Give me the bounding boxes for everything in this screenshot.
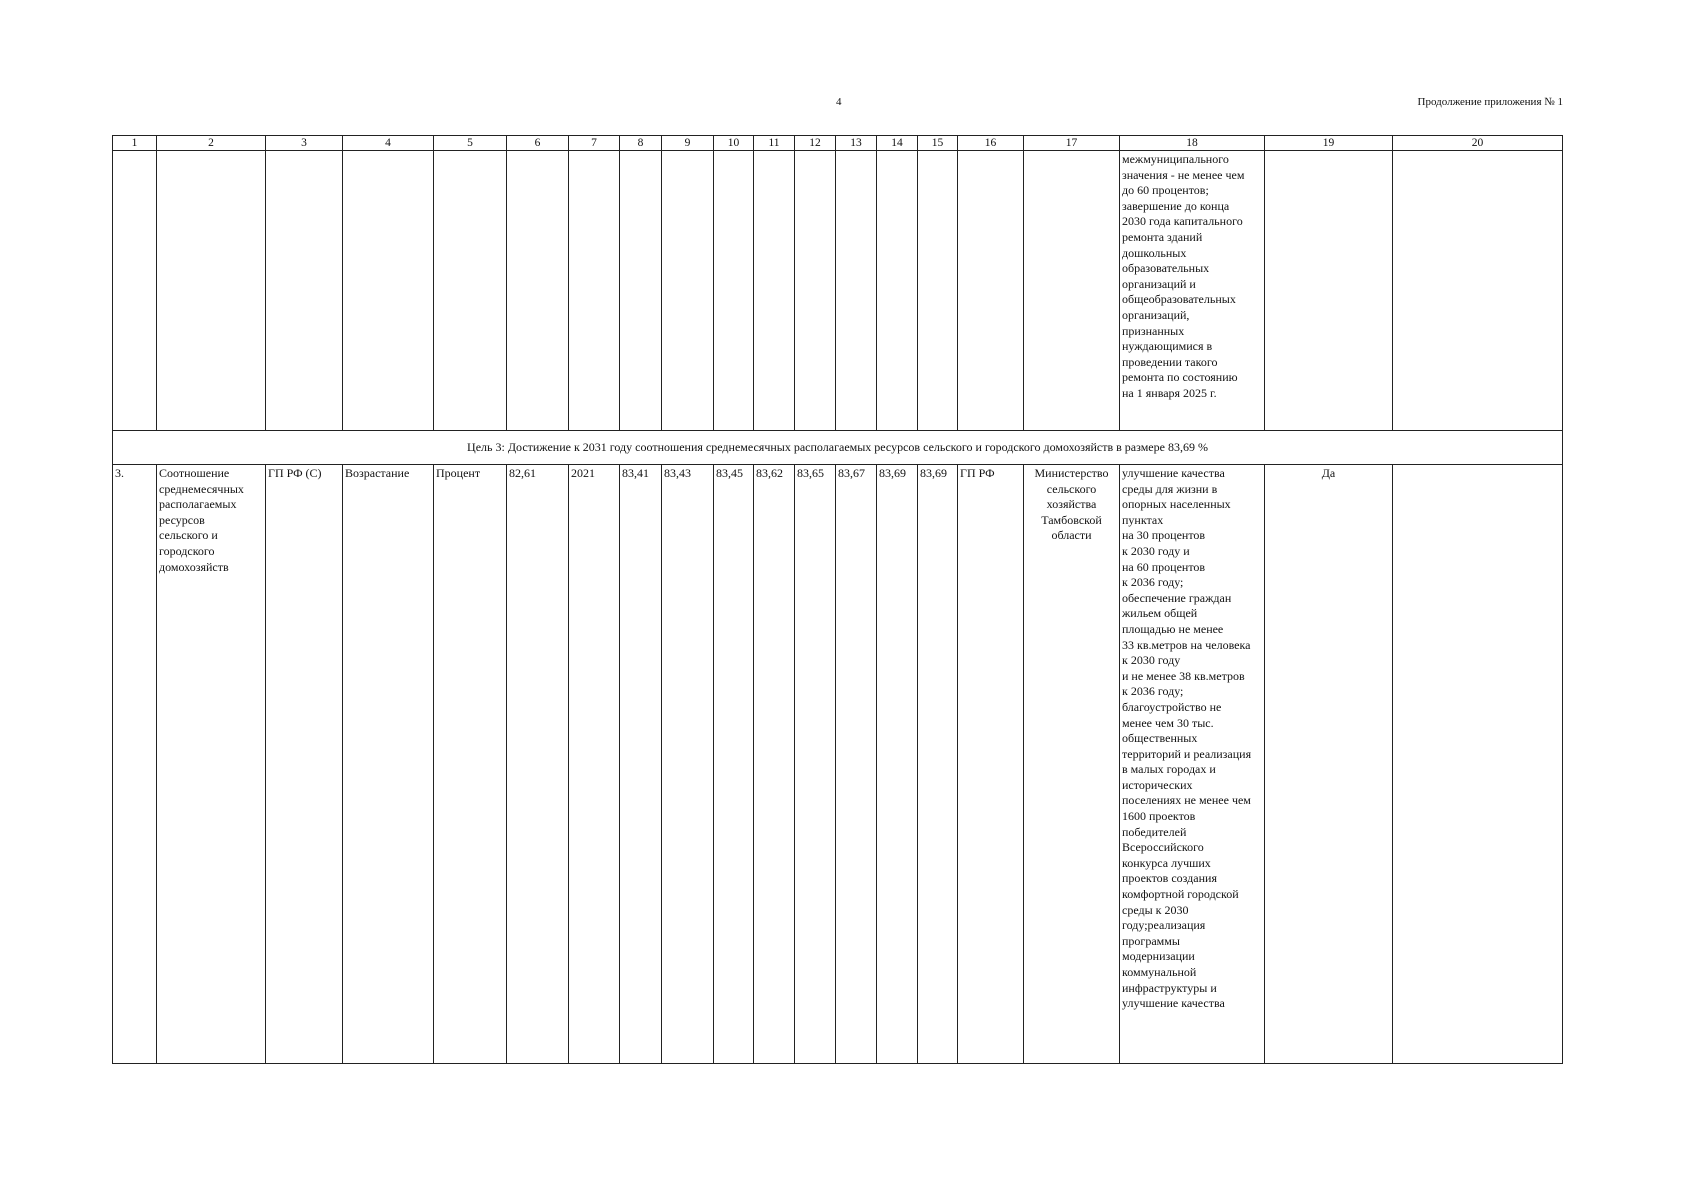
indicator-level: ГП РФ (С) <box>266 465 343 1064</box>
base-year: 2021 <box>569 465 620 1064</box>
column-header: 2 <box>157 136 266 151</box>
column-header: 13 <box>836 136 877 151</box>
goal-3-heading: Цель 3: Достижение к 2031 году соотношения среднемесячных располагаемых ресурсов сельского и городского домохозяйств в размере 83,69 % <box>113 431 1563 465</box>
indicators-table <box>112 135 1563 1064</box>
column-number-row <box>113 136 1563 151</box>
notes-cell <box>1393 465 1563 1064</box>
appendix-continuation-note: Продолжение приложения № 1 <box>1417 96 1563 108</box>
column-header: 18 <box>1120 136 1265 151</box>
value-cell: 83,43 <box>662 465 714 1064</box>
row-number: 3. <box>113 465 157 1064</box>
column-header: 14 <box>877 136 918 151</box>
column-header: 19 <box>1265 136 1393 151</box>
column-header: 1 <box>113 136 157 151</box>
value-cell: 83,67 <box>836 465 877 1064</box>
column-header: 20 <box>1393 136 1563 151</box>
goal-row <box>113 431 1563 465</box>
value-cell: 83,65 <box>795 465 836 1064</box>
column-header: 5 <box>434 136 507 151</box>
value-cell: 83,62 <box>754 465 795 1064</box>
column-header: 15 <box>918 136 958 151</box>
document-basis: ГП РФ <box>958 465 1024 1064</box>
column-header: 12 <box>795 136 836 151</box>
related-goal-text: улучшение качества среды для жизни в опорных населенных пунктах на 30 процентов к 2030 году и на 60 процентов к 2036 году; обеспечение граждан жильем общей площадью не менее 33 кв.метров на человека к 2030 году и не менее 38 кв.метров к 2036 году; благоустройство не менее чем 30 тыс. общественных территорий и реализация в малых городах и исторических поселениях не менее чем 1600 проектов победителей Всероссийского конкурса лучших проектов создания комфортной городской среды к 2030 году;реализация программы модернизации коммунальной инфраструктуры и улучшение качества <box>1120 465 1265 1064</box>
page-number: 4 <box>836 96 842 108</box>
base-value: 82,61 <box>507 465 569 1064</box>
responsible-body: Министерство сельского хозяйства Тамбовской области <box>1024 465 1120 1064</box>
value-cell: 83,69 <box>918 465 958 1064</box>
continuation-row <box>113 151 1563 431</box>
indicator-trend: Возрастание <box>343 465 434 1064</box>
unit: Процент <box>434 465 507 1064</box>
value-cell: 83,69 <box>877 465 918 1064</box>
value-cell: 83,41 <box>620 465 662 1064</box>
table-row <box>113 465 1563 1064</box>
column-header: 7 <box>569 136 620 151</box>
column-header: 8 <box>620 136 662 151</box>
continuation-result-text: межмуниципального значения - не менее чем до 60 процентов; завершение до конца 2030 года капитального ремонта зданий дошкольных образовательных организаций и общеобразовательных организаций, признанных нуждающимися в проведении такого ремонта по состоянию на 1 января 2025 г. <box>1120 151 1265 431</box>
column-header: 3 <box>266 136 343 151</box>
column-header: 6 <box>507 136 569 151</box>
column-header: 16 <box>958 136 1024 151</box>
column-header: 11 <box>754 136 795 151</box>
flag-cell: Да <box>1265 465 1393 1064</box>
column-header: 9 <box>662 136 714 151</box>
column-header: 10 <box>714 136 754 151</box>
value-cell: 83,45 <box>714 465 754 1064</box>
indicator-name: Соотношение среднемесячных располагаемых ресурсов сельского и городского домохозяйств <box>157 465 266 1064</box>
column-header: 17 <box>1024 136 1120 151</box>
column-header: 4 <box>343 136 434 151</box>
